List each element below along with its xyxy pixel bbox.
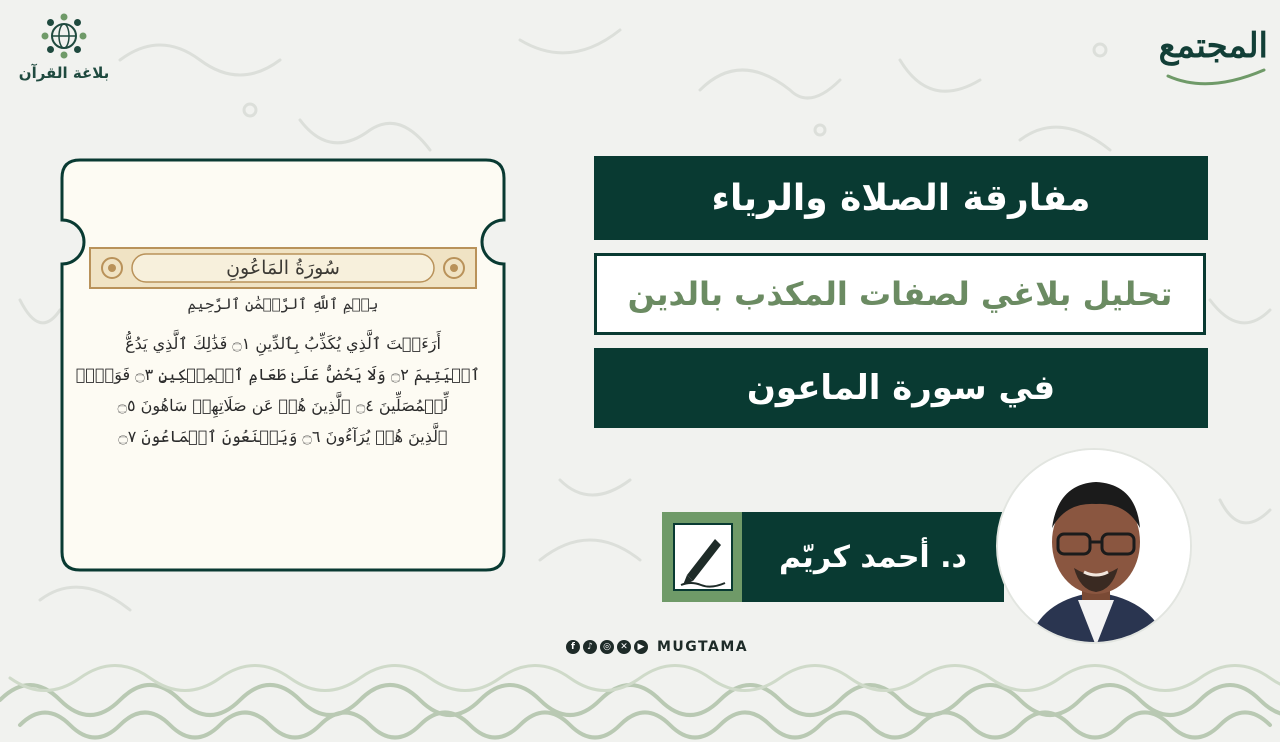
headline-title-box xyxy=(594,156,1208,240)
facebook-icon[interactable]: f xyxy=(566,640,580,654)
verses-block xyxy=(75,328,480,452)
verse-line: لِّلۡمُصَلِّينَ ۝٤ ٱلَّذِينَ هُمۡ عَن صَلَاتِهِمۡ سَاهُونَ ۝٥ xyxy=(117,396,449,415)
author-portrait xyxy=(998,450,1192,644)
author-name: د. أحمد كريّم xyxy=(779,539,967,575)
headline-surah: في سورة الماعون xyxy=(746,368,1056,408)
verse-line: ٱلَّذِينَ هُمۡ يُرَآءُونَ ۝٦ وَيَمۡنَعُونَ ٱلۡمَاعُونَ ۝٧ xyxy=(118,427,448,446)
social-handle: MUGTAMA xyxy=(657,639,749,655)
basmala: بِسۡمِ ٱللَّهِ ٱلرَّحۡمَٰنِ ٱلرَّحِيمِ xyxy=(187,295,379,313)
social-links xyxy=(566,637,776,657)
verse-line: ٱلۡيَتِيمَ ۝٢ وَلَا يَحُضُّ عَلَىٰ طَعَامِ ٱلۡمِسۡكِينِ ۝٣ فَوَيۡلٞ xyxy=(75,365,480,384)
balagha-logo-text: بلاغة القرآن xyxy=(18,64,110,82)
mugtama-logo-text: المجتمع xyxy=(1158,26,1268,66)
youtube-icon[interactable]: ▶ xyxy=(634,640,648,654)
headline-title: مفارقة الصلاة والرياء xyxy=(711,177,1091,219)
quran-surah-card xyxy=(60,158,506,572)
x-icon[interactable]: ✕ xyxy=(617,640,631,654)
author-photo xyxy=(996,448,1192,644)
headline-subtitle: تحليل بلاغي لصفات المكذب بالدين xyxy=(627,275,1173,313)
headline-surah-box xyxy=(594,348,1208,428)
balagha-quran-logo xyxy=(14,12,114,94)
headline-subtitle-box xyxy=(594,253,1206,335)
globe-emblem-icon xyxy=(40,12,88,60)
author-name-box xyxy=(742,512,1004,602)
surah-header xyxy=(90,248,476,288)
bottom-calligraphy-band xyxy=(0,660,1280,742)
instagram-icon[interactable]: ◎ xyxy=(600,640,614,654)
pen-badge-inner xyxy=(673,523,733,591)
tiktok-icon[interactable]: ♪ xyxy=(583,640,597,654)
verse-line: أَرَءَيۡتَ ٱلَّذِي يُكَذِّبُ بِٱلدِّينِ ۝١ فَذَٰلِكَ ٱلَّذِي يَدُعُّ xyxy=(125,334,441,353)
pen-badge xyxy=(662,512,744,602)
surah-title: سُورَةُ المَاعُونِ xyxy=(226,257,340,279)
mugtama-logo xyxy=(1158,18,1268,96)
pen-writing-icon xyxy=(675,525,731,589)
